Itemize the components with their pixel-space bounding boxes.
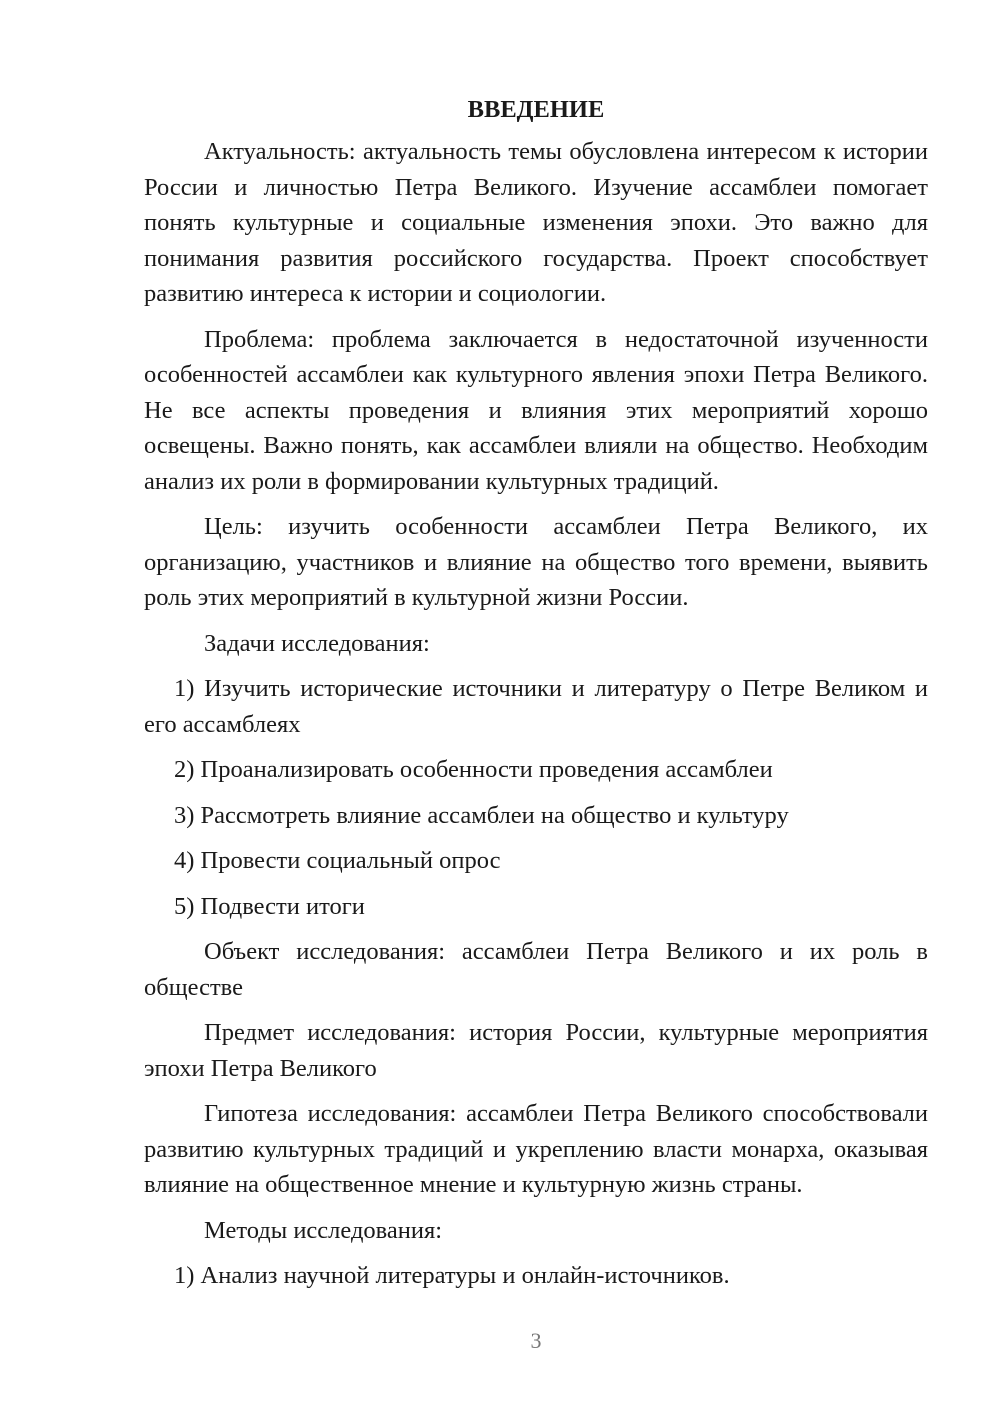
goal-paragraph: Цель: изучить особенности ассамблеи Петра Великого, их организацию, участников и влияние на общество того времени, выявить роль этих мероприятий в культурной жизни России. [144,513,928,611]
methods-list [144,1258,928,1294]
page-number: 3 [530,1328,542,1353]
problem-paragraph: Проблема: проблема заключается в недостаточной изученности особенностей ассамблеи как культурного явления эпохи Петра Великого. Не все аспекты проведения и влияния этих мероприятий хорошо освещены. Важно понять, как ассамблеи влияли на общество. Необходим анализ их роли в формировании культурных традиций. [144,325,928,495]
object-paragraph: Объект исследования: ассамблеи Петра Великого и их роль в обществе [144,938,928,1001]
hypothesis-paragraph: Гипотеза исследования: ассамблеи Петра Великого способствовали развитию культурных традиций и укреплению власти монарха, оказывая влияние на общественное мнение и культурную жизнь страны. [144,1100,928,1198]
task-item: 4) Провести социальный опрос [174,847,501,874]
task-item: 3) Рассмотреть влияние ассамблеи на общество и культуру [174,801,789,829]
tasks-label: Задачи исследования: [204,629,430,657]
task-item: 5) Подвести итоги [174,892,365,920]
relevance-paragraph: Актуальность: актуальность темы обусловлена интересом к истории России и личностью Петра Великого. Изучение ассамблеи помогает понять культурные и социальные изменения эпохи. Это важно для понимания развития российского государства. Проект способствует развитию интереса к истории и социологии. [144,138,928,307]
task-item: 1) Изучить исторические источники и литературу о Петре Великом и его ассамблеях [144,675,928,738]
subject-paragraph: Предмет исследования: история России, культурные мероприятия эпохи Петра Великого [144,1019,928,1082]
method-item: 1) Анализ научной литературы и онлайн-источников. [174,1262,730,1289]
tasks-list [144,671,928,924]
page-content [144,92,928,1304]
task-item: 2) Проанализировать особенности проведения ассамблеи [174,756,773,783]
section-heading: ВВЕДЕНИЕ [467,96,605,123]
methods-label: Методы исследования: [204,1216,443,1244]
